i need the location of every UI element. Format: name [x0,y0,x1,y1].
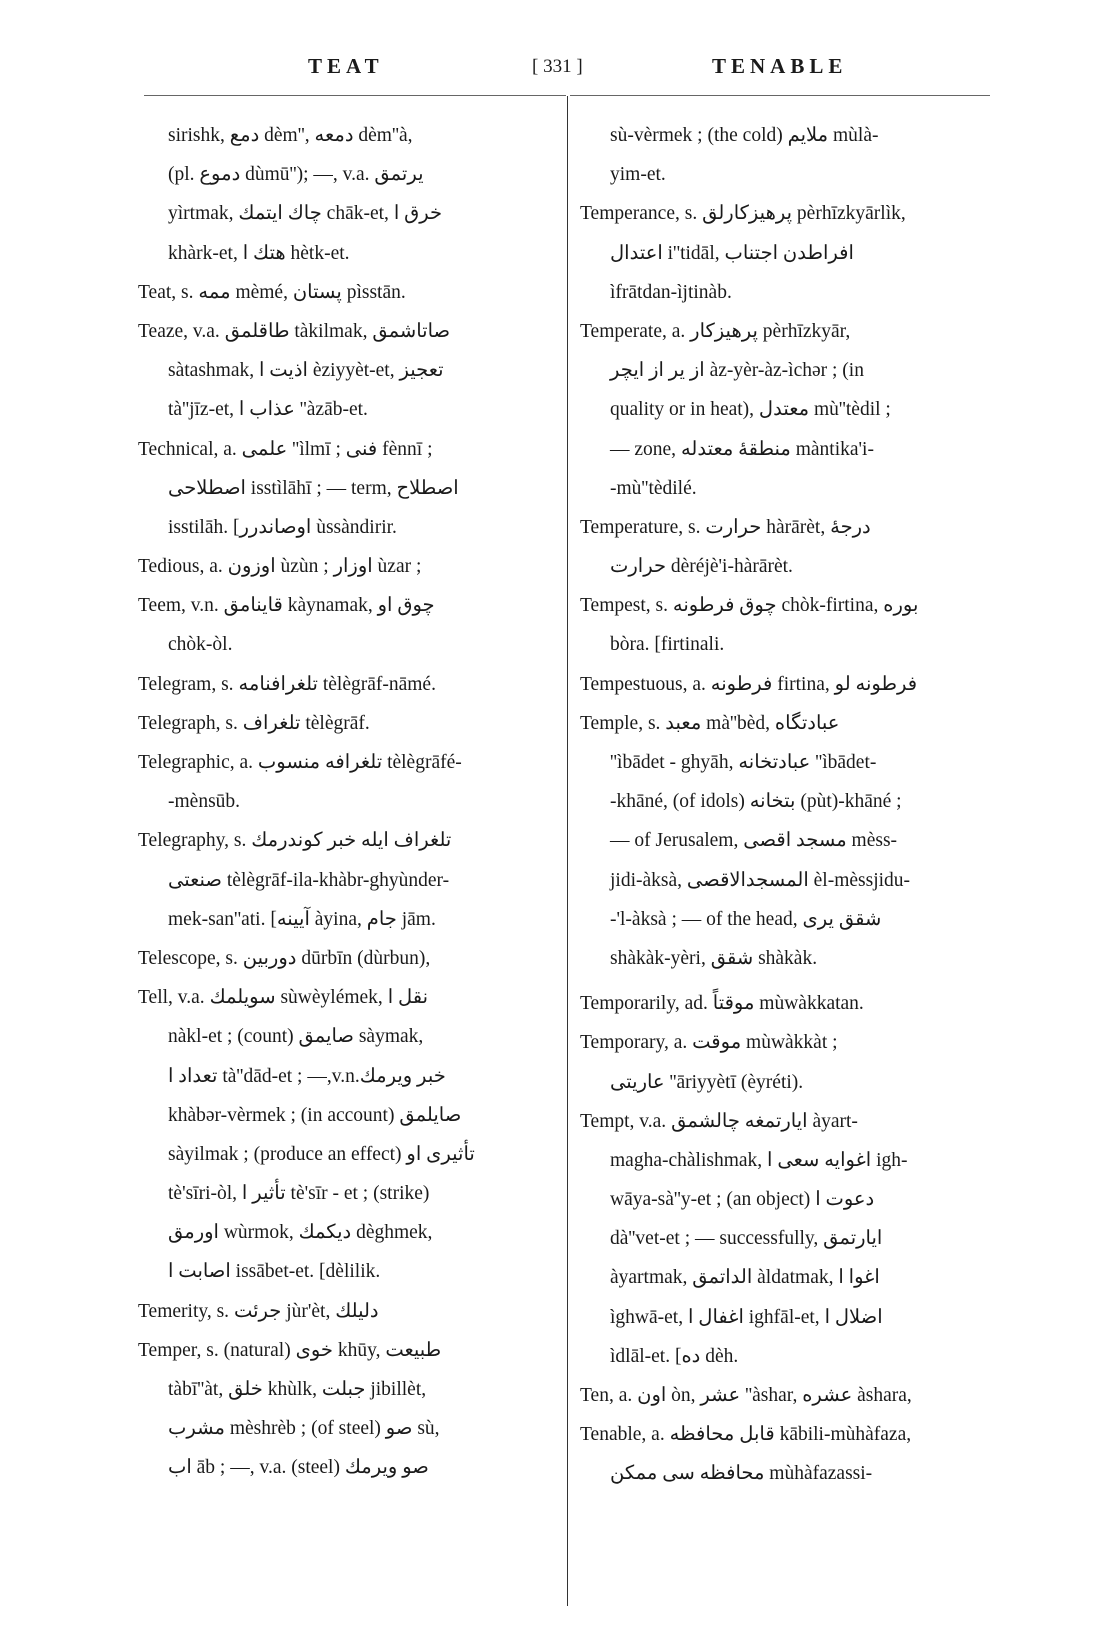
entry-headword-line: Telescope, s. دوربين dūrbīn (dùrbun), [138,947,431,969]
entry-continuation-line: -mènsūb. [168,791,241,813]
entry-continuation-line: shàkàk-yèri, شقق shàkàk. [610,947,818,969]
entry-headword-line: Telegraphic, a. تلغرافه منسوب tèlègrāfé- [138,752,462,773]
entry-continuation-line: magha-chàlishmak, اغوايه سعى ا igh- [610,1149,908,1171]
entry-continuation-line: àyartmak, الداتمق àldatmak, اغوا ا [610,1267,880,1289]
entry-continuation-line: — of Jerusalem, مسجد اقصى mèss- [610,830,898,852]
right-column [580,116,990,1494]
entry-headword-line: Telegraph, s. تلغراف tèlègrāf. [138,712,370,734]
column-divider [567,96,568,1606]
entry-continuation-line: wāya-sà''y-et ; (an object) دعوت ا [610,1189,875,1211]
entry-continuation-line: mek-san''ati. [آيينه àyina, جام jām. [168,908,436,930]
entry-continuation-line: isstilāh. [اوصاندرر ùssàndirir. [168,516,397,538]
entry-headword-line: Temerity, s. جرئت jùr'èt, دليلك [138,1300,379,1322]
entry-continuation-line: (pl. دموع dùmū''); —, v.a. يرتمق [168,164,424,186]
entry-continuation-line: khàrk-et, هتك ا hètk-et. [168,242,350,264]
entry-continuation-line: حرارت dèréjè'i-hàrārèt. [610,556,793,578]
entry-headword-line: Tedious, a. اوزون ùzùn ; اوزار ùzar ; [138,556,422,578]
entry-headword-line: Tempt, v.a. ايارتمغه چالشمق àyart- [580,1110,858,1132]
entry-continuation-line: nàkl-et ; (count) صايمق sàymak, [168,1026,424,1048]
entry-headword-line: Teat, s. ممه mèmé, پستان pìsstān. [138,281,406,303]
entry-continuation-line: ''ìbādet - ghyāh, عبادتخانه ''ìbādet- [610,752,877,773]
entry-headword-line: Temporary, a. موقت mùwàkkàt ; [580,1032,838,1054]
entry-continuation-line: yìrtmak, چاك ايتمك chāk-et, خرق ا [168,203,443,225]
entry-continuation-line: اصطلاحى isstìlāhī ; — term, اصطلاح [168,477,459,499]
entry-continuation-line: sirishk, دمع dèm'', دمعه dèm''à, [168,125,413,146]
entry-continuation-line: محافظه سى ممكن mùhàfazassi- [610,1463,873,1485]
entry-continuation-line: tà''jīz-et, عذاب ا ''àzāb-et. [168,399,368,421]
entry-continuation-line: ìdlāl-et. [ده dèh. [610,1345,739,1367]
entry-continuation-line: از ير از ايچر àz-yèr-àz-ìchər ; (in [610,360,864,382]
entry-continuation-line: اعتدال i''tidāl, افراطدن اجتناب [610,242,854,264]
entry-continuation-line: تعداد ا tà''dād-et ; —,v.n.خبر ويرمك [168,1065,446,1087]
entry-headword-line: Tell, v.a. سويلمك sùwèylémek, نقل ا [138,987,429,1009]
entry-headword-line: Telegraphy, s. تلغراف ايله خبر كوندرمك [138,830,452,852]
entry-headword-line: Tempestuous, a. فرطونه firtina, فرطونه لو [580,673,918,695]
entry-continuation-line: مشرب mèshrèb ; (of steel) صو sù, [168,1418,440,1440]
page-number: [ 331 ] [532,56,583,77]
entry-continuation-line: -khāné, (of idols) بتخانه (pùt)-khāné ; [610,791,902,813]
entry-continuation-line: chòk-òl. [168,634,233,656]
left-column [138,116,558,1488]
entry-continuation-line: bòra. [firtinali. [610,634,725,656]
entry-continuation-line: — zone, منطقهٔ معتدله màntika'i- [610,438,874,460]
entry-headword-line: Temperature, s. حرارت hàrārèt, درجهٔ [580,516,871,538]
entry-headword-line: Temperance, s. پرهيزكارلق pèrhīzkyārlìk, [580,203,906,225]
entry-headword-line: Ten, a. اون òn, عشر ''àshar, عشره àshara, [580,1385,912,1406]
entry-headword-line: Temple, s. معبد mà''bèd, عبادتگاه [580,712,840,734]
entry-continuation-line: sù-vèrmek ; (the cold) ملايم mùlà- [610,125,879,146]
entry-continuation-line: ìfrātdan-ìjtinàb. [610,281,732,303]
entry-continuation-line: tè'sīri-òl, تأثير ا tè'sīr - et ; (strike) [168,1183,430,1205]
entry-continuation-line: عاريتى ''āriyyètī (èyréti). [610,1071,804,1093]
page-header [0,54,1113,90]
entry-continuation-line: sàyilmak ; (produce an effect) تأثيرى او [168,1143,475,1165]
entry-continuation-line: dà''vet-et ; — successfully, ايارتمق [610,1228,883,1250]
entry-continuation-line: اب āb ; —, v.a. (steel) صو ويرمك [168,1457,429,1479]
entry-continuation-line: صنعتى tèlègrāf-ila-khàbr-ghyùnder- [168,869,450,891]
entry-continuation-line: -'l-àksà ; — of the head, شقق يرى [610,908,882,930]
entry-headword-line: Technical, a. علمى ''ìlmī ; فنى fènnī ; [138,438,433,460]
entry-headword-line: Tenable, a. قابل محافظه kābili-mùhàfaza, [580,1424,912,1446]
header-rule-right [570,95,990,96]
entry-continuation-line: jidi-àksà, المسجدالاقصى èl-mèssjidu- [610,869,911,891]
entry-headword-line: Teem, v.n. قاينامق kàynamak, چوق او [138,595,435,617]
entry-headword-line: Temper, s. (natural) خوى khūy, طبيعت [138,1339,442,1361]
entry-continuation-line: اصابت ا issābet-et. [dèlilik. [168,1261,381,1283]
entry-continuation-line: yim-et. [610,164,666,186]
entry-headword-line: Teaze, v.a. طاقلمق tàkilmak, صاتاشمق [138,320,451,342]
left-running-headword: TEAT [308,54,384,78]
entry-continuation-line: tàbī''àt, خلق khùlk, جبلت jibillèt, [168,1379,427,1400]
entry-headword-line: Tempest, s. چوق فرطونه chòk-firtina, بوره [580,595,919,617]
entry-headword-line: Temporarily, ad. موقتاً mùwàkkatan. [580,993,864,1015]
entry-headword-line: Temperate, a. پرهيزكار pèrhīzkyār, [580,320,851,342]
entry-headword-line: Telegram, s. تلغرافنامه tèlègrāf-nāmé. [138,673,436,695]
entry-continuation-line: quality or in heat), معتدل mù''tèdil ; [610,399,891,421]
entry-continuation-line: -mù''tèdilé. [610,477,697,499]
entry-continuation-line: ìghwā-et, اغفال ا ighfāl-et, اضلال ا [610,1306,883,1328]
entry-continuation-line: sàtashmak, اذيت ا èziyyèt-et, تعجيز [168,360,444,382]
right-running-headword: TENABLE [712,54,848,78]
header-rule-left [144,95,566,96]
entry-continuation-line: اورمق wùrmok, ديكمك dèghmek, [168,1222,433,1244]
entry-continuation-line: khàbər-vèrmek ; (in account) صايلمق [168,1104,462,1126]
